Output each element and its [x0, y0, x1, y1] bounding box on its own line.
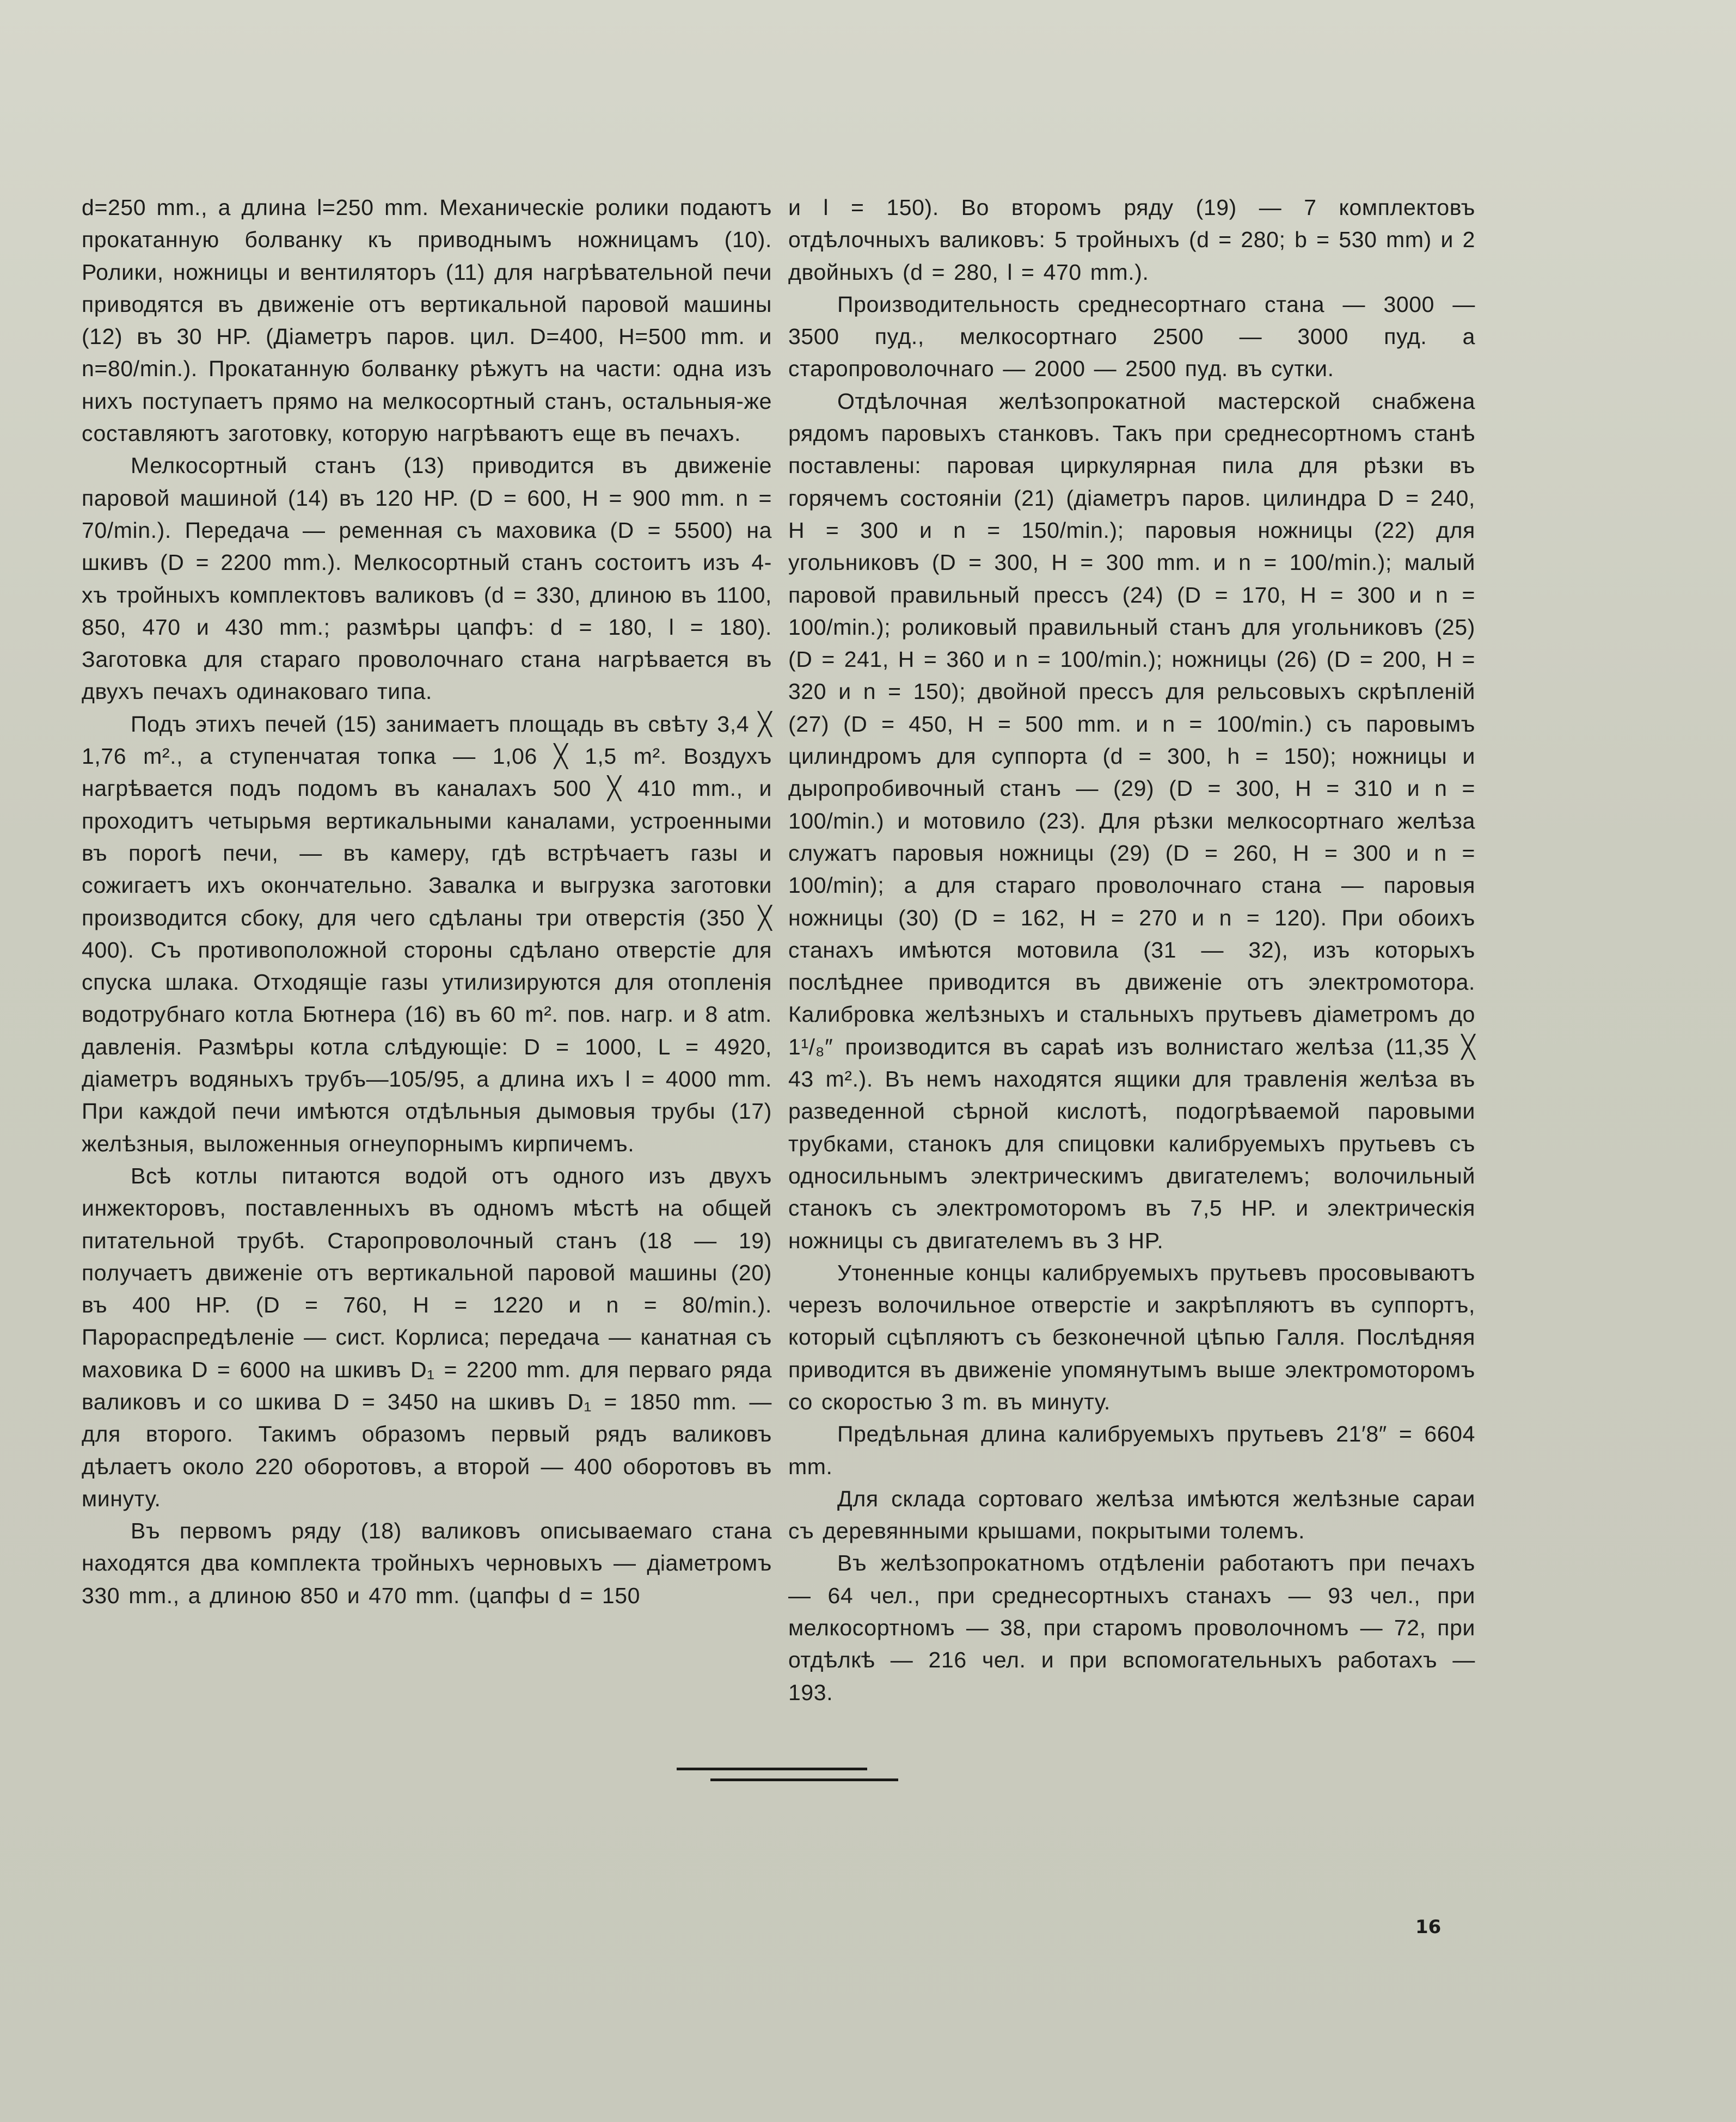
paragraph: Предѣльная длина калибруемыхъ прутьевъ 21′8″ = 6604 mm. [788, 1421, 1475, 1479]
paragraph: Производительность среднесортнаго стана — 3000 — 3500 пуд., мелкосортнаго 2500 — 3000 пуд. а старопроволочнаго — 2000 — 2500 пуд. въ сутки. [788, 291, 1475, 382]
paragraph: Всѣ котлы питаются водой отъ одного изъ двухъ инжекторовъ, поставленныхъ въ одномъ мѣстѣ на общей питательной трубѣ. Старопроволочный станъ (18 — 19) получаетъ движенiе отъ вертикальной паровой машины (20) въ 400 HP. (D = 760, H = 1220 и n = 80/min.). Парораспредѣленiе — сист. Корлиса; передача — канатная съ маховика D = 6000 на шкивъ D₁ = 2200 mm. для перваго ряда валиковъ и со шкива D = 3450 на шкивъ D₁ = 1850 mm. — для второго. Такимъ образомъ первый рядъ валиковъ дѣлаетъ около 220 оборотовъ, а второй — 400 оборотовъ въ минуту. [82, 1163, 772, 1511]
paragraph: Утоненные концы калибруемыхъ прутьевъ просовываютъ черезъ волочильное отверстiе и закрѣпляютъ въ суппортъ, который сцѣпляютъ съ безконечной цѣпью Галля. Послѣдняя приводится въ движенiе упомянутымъ выше электромоторомъ со скоростью 3 m. въ минуту. [788, 1260, 1475, 1414]
text-column-left [82, 192, 772, 1612]
paragraph: Отдѣлочная желѣзопрокатной мастерской снабжена рядомъ паровыхъ станковъ. Такъ при среднесортномъ станѣ поставлены: паровая циркулярная пила для рѣзки въ горячемъ состоянiи (21) (дiаметръ паров. цилиндра D = 240, H = 300 и n = 150/min.); паровыя ножницы (22) для угольниковъ (D = 300, H = 300 mm. и n = 100/min.); малый паровой правильный прессъ (24) (D = 170, H = 300 и n = 100/min.); роликовый правильный станъ для угольниковъ (25) (D = 241, H = 360 и n = 100/min.); ножницы (26) (D = 200, H = 320 и n = 150); двойной прессъ для рельсовыхъ скрѣпленiй (27) (D = 450, H = 500 mm. и n = 100/min.) съ паровымъ цилиндромъ для суппорта (d = 300, h = 150); ножницы и дыропробивочный станъ — (29) (D = 300, H = 310 и n = 100/min.) и мотовило (23). Для рѣзки мелкосортнаго желѣза служатъ паровыя ножницы (29) (D = 260, H = 300 и n = 100/min); а для стараго проволочнаго стана — паровыя ножницы (30) (D = 162, H = 270 и n = 120). При обоихъ станахъ имѣются мотовила (31 — 32), изъ которыхъ послѣднее приводится въ движенiе отъ электромотора. Калибровка желѣзныхъ и стальныхъ прутьевъ дiаметромъ до 1¹/₈″ производится въ сараѣ изъ волнистаго желѣза (11,35 ╳ 43 m².). Въ немъ находятся ящики для травленiя желѣза въ разведенной сѣрной кислотѣ, подогрѣваемой паровыми трубками, станокъ для спицовки калибруемыхъ прутьевъ съ односильнымъ электрическимъ двигателемъ; волочильный станокъ съ электромоторомъ въ 7,5 HP. и электрическiя ножницы съ двигателемъ въ 3 HP. [788, 388, 1475, 1253]
paragraph: Подъ этихъ печей (15) занимаетъ площадь въ свѣту 3,4 ╳ 1,76 m²., а ступенчатая топка — 1,06 ╳ 1,5 m². Воздухъ нагрѣвается подъ подомъ въ каналахъ 500 ╳ 410 mm., и проходитъ четырьмя вертикальными каналами, устроенными въ порогѣ печи, — въ камеру, гдѣ встрѣчаетъ газы и сожигаетъ ихъ окончательно. Завалка и выгрузка заготовки производится сбоку, для чего сдѣланы три отверстiя (350 ╳ 400). Съ противоположной стороны сдѣлано отверстiе для спуска шлака. Отходящiе газы утилизируются для отопленiя водотрубнаго котла Бютнера (16) въ 60 m². пов. нагр. и 8 atm. давленiя. Размѣры котла слѣдующiе: D = 1000, L = 4920, дiаметръ водяныхъ трубъ—105/95, а длина ихъ l = 4000 mm. При каждой печи имѣются отдѣльныя дымовыя трубы (17) желѣзныя, выложенныя огнеупорнымъ кирпичемъ. [82, 711, 772, 1156]
paragraph: Мелкосортный станъ (13) приводится въ движенiе паровой машиной (14) въ 120 HP. (D = 600, H = 900 mm. n = 70/min.). Передача — ременная съ маховика (D = 5500) на шкивъ (D = 2200 mm.). Мелкосортный станъ состоитъ изъ 4-хъ тройныхъ комплектовъ валиковъ (d = 330, длиною въ 1100, 850, 470 и 430 mm.; размѣры цапфъ: d = 180, l = 180). Заготовка для стараго проволочнаго стана нагрѣвается въ двухъ печахъ одинаковаго типа. [82, 453, 772, 704]
paragraph: Въ первомъ ряду (18) валиковъ описываемаго стана находятся два комплекта тройныхъ черновыхъ — дiаметромъ 330 mm., а длиною 850 и 470 mm. (цапфы d = 150 [82, 1518, 772, 1608]
paragraph: d=250 mm., а длина l=250 mm. Механическiе ролики подаютъ прокатанную болванку къ приводнымъ ножницамъ (10). Ролики, ножницы и вентиляторъ (11) для нагрѣвательной печи приводятся въ движенiе отъ вертикальной паровой машины (12) въ 30 HP. (Дiаметръ паров. цил. D=400, H=500 mm. и n=80/min.). Прокатанную болванку рѣжутъ на части: одна изъ нихъ поступаетъ прямо на мелкосортный станъ, остальныя-же составляютъ заготовку, которую нагрѣваютъ еще въ печахъ. [82, 195, 772, 446]
paragraph: и l = 150). Во второмъ ряду (19) — 7 комплектовъ отдѣлочныхъ валиковъ: 5 тройныхъ (d = 280; b = 530 mm) и 2 двойныхъ (d = 280, l = 470 mm.). [788, 195, 1475, 285]
paragraph: Въ желѣзопрокатномъ отдѣленiи работаютъ при печахъ — 64 чел., при среднесортныхъ станахъ — 93 чел., при мелкосортномъ — 38, при старомъ проволочномъ — 72, при отдѣлкѣ — 216 чел. и при вспомогательныхъ работахъ — 193. [788, 1550, 1475, 1705]
end-rule-upper [677, 1768, 867, 1770]
page-number: 16 [1415, 1916, 1441, 1938]
paragraph: Для склада сортоваго желѣза имѣются желѣзные сараи съ деревянными крышами, покрытыми толемъ. [788, 1486, 1475, 1544]
end-rule-lower [710, 1778, 898, 1781]
text-column-right [788, 192, 1475, 1709]
